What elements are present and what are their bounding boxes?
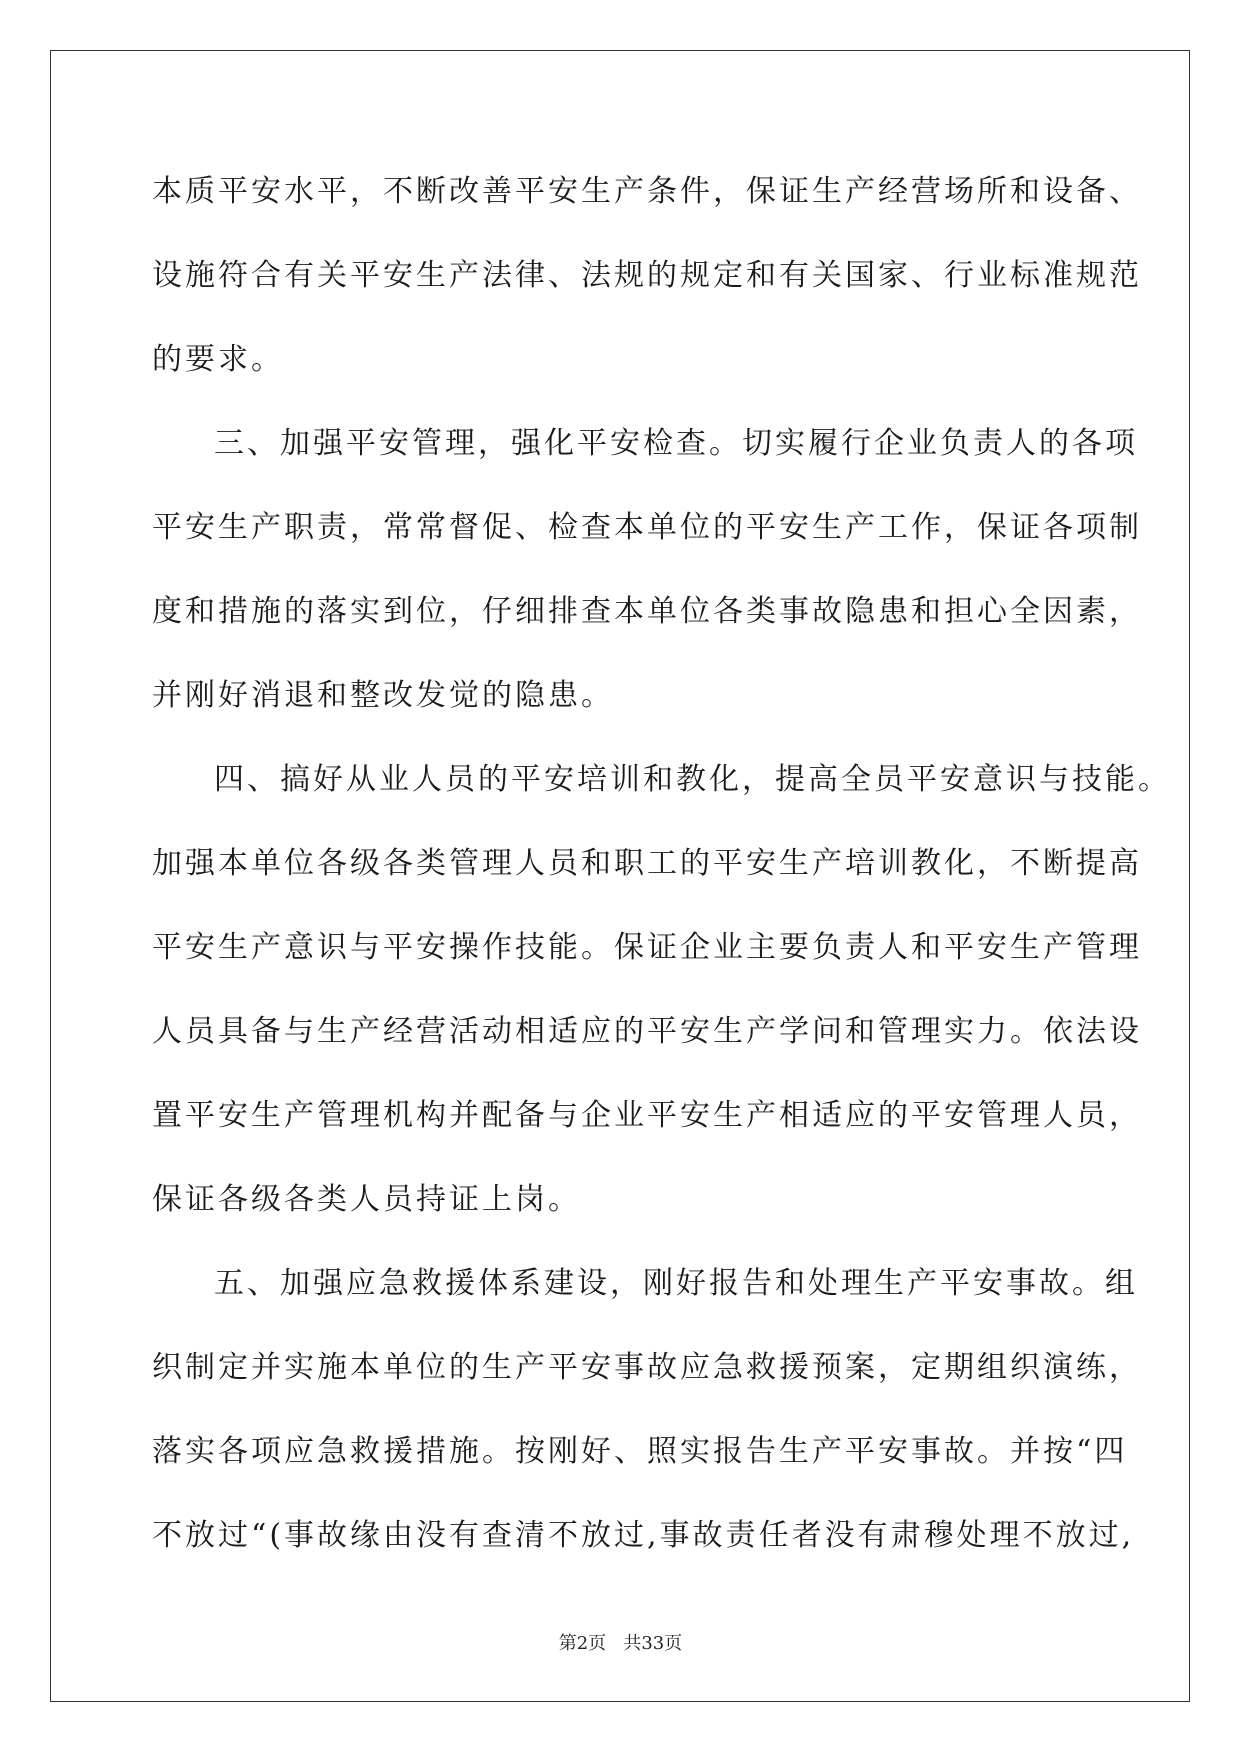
paragraph-1-line-2: 设施符合有关平安生产法律、法规的规定和有关国家、行业标准规范	[152, 258, 1142, 293]
paragraph-3-line-4: 人员具备与生产经营活动相适应的平安生产学问和管理实力。依法设	[152, 1014, 1142, 1049]
document-body	[152, 161, 1171, 1589]
paragraph-2-line-2: 平安生产职责，常常督促、检查本单位的平安生产工作，保证各项制	[152, 510, 1142, 545]
paragraph-3-line-5: 置平安生产管理机构并配备与企业平安生产相适应的平安管理人员，	[152, 1098, 1142, 1133]
paragraph-4-line-2: 织制定并实施本单位的生产平安事故应急救援预案，定期组织演练，	[152, 1350, 1142, 1385]
paragraph-2-line-3: 度和措施的落实到位，仔细排查本单位各类事故隐患和担心全因素，	[152, 594, 1142, 629]
paragraph-1-line-1: 本质平安水平，不断改善平安生产条件，保证生产经营场所和设备、	[152, 174, 1142, 209]
paragraph-3-line-1: 四、搞好从业人员的平安培训和教化，提高全员平安意识与技能。	[214, 762, 1171, 797]
paragraph-3-line-3: 平安生产意识与平安操作技能。保证企业主要负责人和平安生产管理	[152, 930, 1142, 965]
paragraph-2-line-4: 并刚好消退和整改发觉的隐患。	[152, 678, 614, 713]
paragraph-4-line-1: 五、加强应急救援体系建设，刚好报告和处理生产平安事故。组	[214, 1266, 1138, 1301]
paragraph-3-line-2: 加强本单位各级各类管理人员和职工的平安生产培训教化，不断提高	[152, 846, 1142, 881]
paragraph-3-line-6: 保证各级各类人员持证上岗。	[152, 1182, 581, 1217]
paragraph-4-line-3: 落实各项应急救援措施。按刚好、照实报告生产平安事故。并按“四	[152, 1434, 1128, 1469]
paragraph-1-line-3: 的要求。	[152, 342, 284, 377]
page-number-footer: 第2页 共33页	[558, 1633, 683, 1654]
paragraph-4-line-4: 不放过“(事故缘由没有查清不放过,事故责任者没有肃穆处理不放过,	[152, 1518, 1135, 1553]
paragraph-2-line-1: 三、加强平安管理，强化平安检查。切实履行企业负责人的各项	[214, 426, 1138, 461]
